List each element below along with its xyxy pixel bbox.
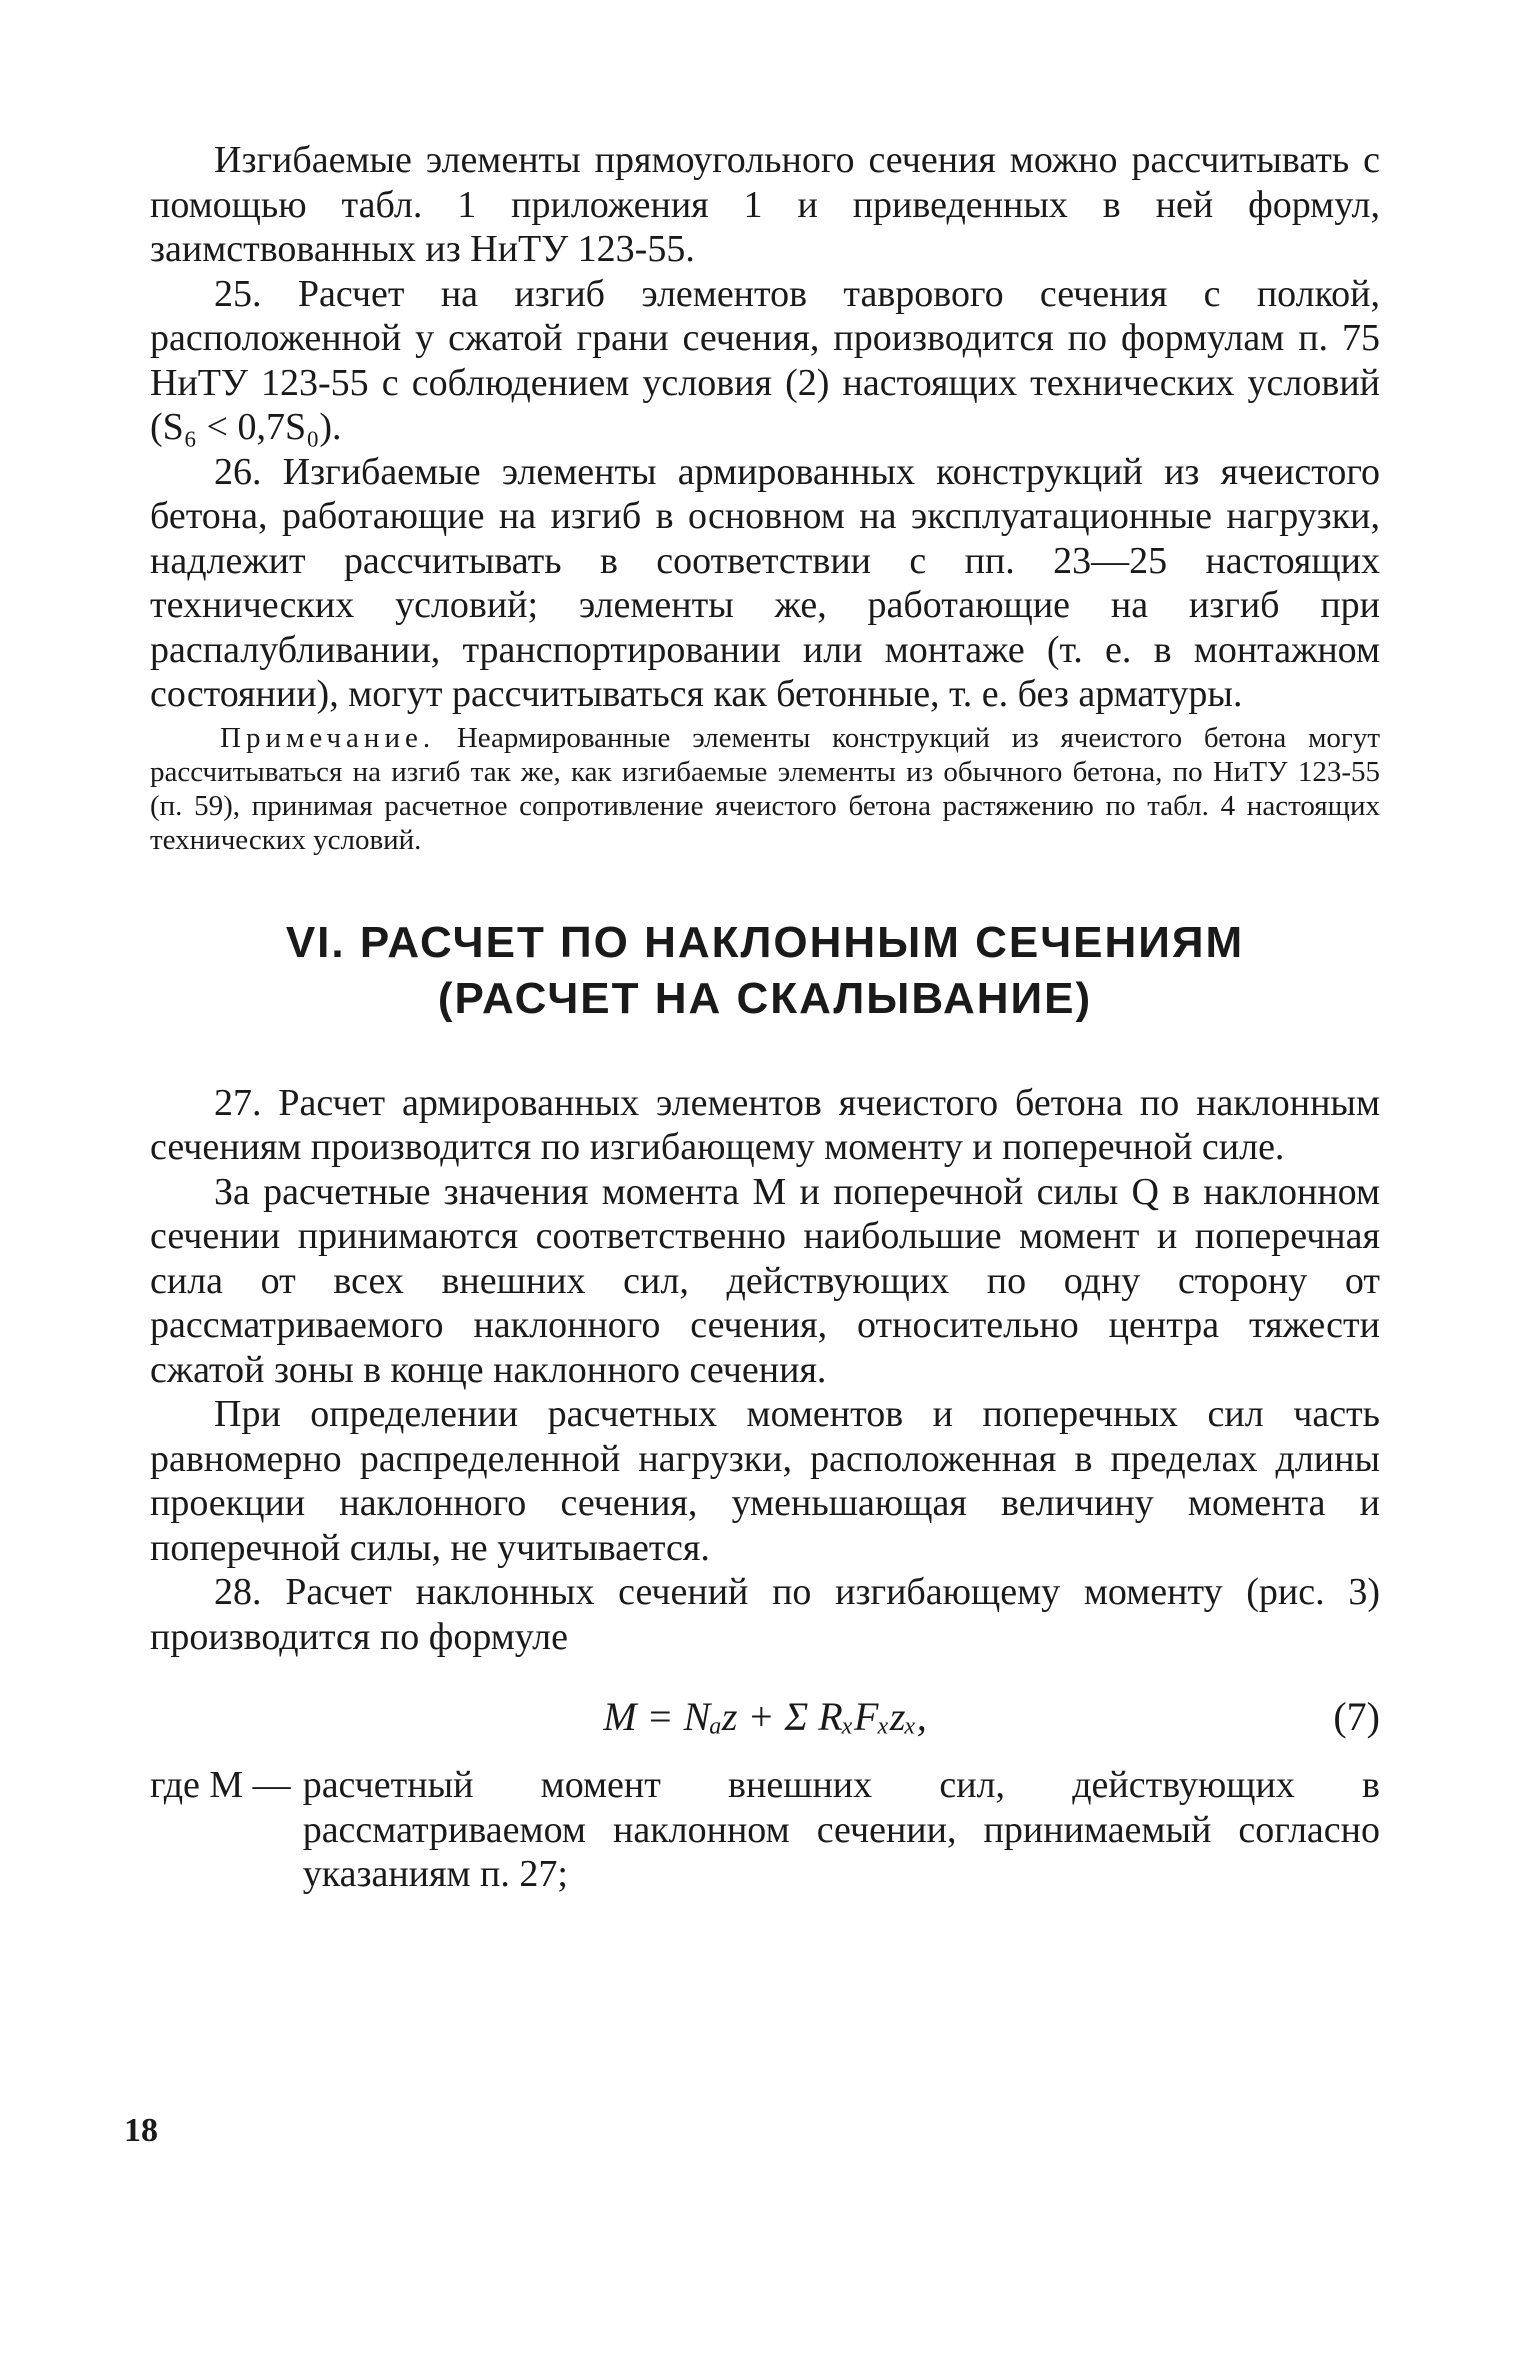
- section-heading-line1: VI. РАСЧЕТ ПО НАКЛОННЫМ СЕЧЕНИЯМ: [285, 917, 1245, 967]
- page-content: [150, 138, 1380, 1897]
- formula-7: [150, 1685, 1380, 1749]
- formula-expression: M = Nₐz + Σ RₓFₓzₓ,: [603, 1694, 927, 1739]
- note-text: Неармированные элементы конструкций из ячеистого бетона могут рассчитываться на изгиб так же, как изгибаемые элементы из обычного бетона, по НиТУ 123-55 (п. 59), принимая расчетное сопротивление ячеистого бетона растяжению по табл. 4 настоящих технических условий.: [150, 721, 1380, 856]
- definition-term: где M —: [150, 1764, 291, 1806]
- page-number: 18: [124, 2112, 158, 2149]
- note-lead: Примечание.: [220, 721, 436, 754]
- paragraph-bending-rectangular: Изгибаемые элементы прямоугольного сечения можно рассчитывать с помощью табл. 1 приложения 1 и приведенных в ней формул, заимствованных из НиТУ 123-55.: [150, 139, 1380, 270]
- paragraph-load-exclusion: При определении расчетных моментов и поперечных сил часть равномерно распределенной нагрузки, расположенная в пределах длины проекции наклонного сечения, уменьшающая величину момента и поперечной силы, не учитывается.: [150, 1393, 1380, 1569]
- paragraph-25: 25. Расчет на изгиб элементов таврового сечения с полкой, расположенной у сжатой грани сечения, производится по формулам п. 75 НиТУ 123-55 с соблюдением условия (2) настоящих технических условий (S₆ < 0,7S₀).: [150, 272, 1380, 448]
- formula-number: (7): [1333, 1694, 1380, 1739]
- definition-body: расчетный момент внешних сил, действующих в рассматриваемом наклонном сечении, принимаемый согласно указаниям п. 27;: [302, 1764, 1380, 1895]
- section-heading: [150, 915, 1380, 1027]
- paragraph-27: 27. Расчет армированных элементов ячеистого бетона по наклонным сечениям производится по изгибающему моменту и поперечной силе.: [150, 1081, 1380, 1168]
- paragraph-design-values: За расчетные значения момента M и поперечной силы Q в наклонном сечении принимаются соответственно наибольшие момент и поперечная сила от всех внешних сил, действующих по одну сторону от рассматриваемого наклонного сечения, относительно центра тяжести сжатой зоны в конце наклонного сечения.: [150, 1170, 1380, 1391]
- section-heading-line2: (РАСЧЕТ НА СКАЛЫВАНИЕ): [437, 973, 1093, 1023]
- note: [150, 721, 1380, 857]
- paragraph-28: 28. Расчет наклонных сечений по изгибающему моменту (рис. 3) производится по формуле: [150, 1571, 1380, 1658]
- definition-M: [150, 1763, 1380, 1897]
- paragraph-26: 26. Изгибаемые элементы армированных конструкций из ячеистого бетона, работающие на изгиб в основном на эксплуатационные нагрузки, надлежит рассчитывать в соответствии с пп. 23—25 настоящих технических условий; элементы же, работающие на изгиб при распалубливании, транспортировании или монтаже (т. е. в монтажном состоянии), могут рассчитываться как бетонные, т. е. без арматуры.: [150, 450, 1380, 715]
